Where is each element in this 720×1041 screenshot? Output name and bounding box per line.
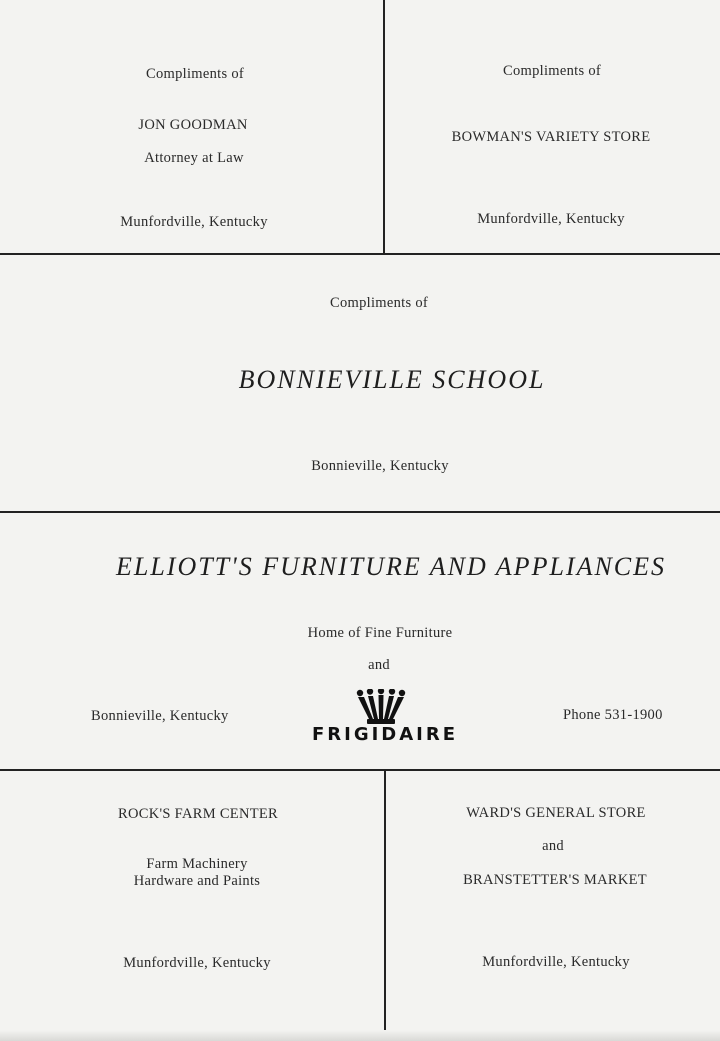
bowman-compliments: Compliments of — [502, 63, 602, 79]
school-location: Bonnieville, Kentucky — [311, 458, 449, 474]
wards-location: Munfordville, Kentucky — [482, 954, 630, 970]
goodman-name: JON GOODMAN — [138, 117, 248, 133]
rocks-name: ROCK'S FARM CENTER — [117, 806, 279, 822]
goodman-location: Munfordville, Kentucky — [120, 214, 268, 230]
page-bottom-edge — [0, 1030, 720, 1041]
rocks-location: Munfordville, Kentucky — [123, 955, 271, 971]
goodman-title: Attorney at Law — [144, 150, 244, 166]
goodman-compliments: Compliments of — [145, 66, 245, 82]
elliotts-location: Bonnieville, Kentucky — [91, 708, 229, 724]
wards-and: and — [542, 838, 564, 854]
elliotts-phone: Phone 531-1900 — [563, 707, 663, 723]
divider-top-vertical — [383, 0, 385, 254]
divider-1 — [0, 253, 720, 255]
school-compliments: Compliments of — [329, 295, 429, 311]
frigidaire-logo: FRIGIDAIRE — [311, 724, 459, 745]
divider-bottom-vertical — [384, 770, 386, 1041]
rocks-line1: Farm Machinery — [146, 856, 248, 872]
bowman-location: Munfordville, Kentucky — [477, 211, 625, 227]
frigidaire-crown-icon — [355, 689, 407, 727]
divider-3 — [0, 769, 720, 771]
elliotts-name: ELLIOTT'S FURNITURE AND APPLIANCES — [115, 552, 667, 581]
wards-name: WARD'S GENERAL STORE — [466, 805, 646, 821]
elliotts-tagline: Home of Fine Furniture — [307, 625, 453, 641]
divider-2 — [0, 511, 720, 513]
elliotts-and: and — [368, 657, 390, 673]
bowman-name: BOWMAN'S VARIETY STORE — [451, 129, 651, 145]
branstetters-name: BRANSTETTER'S MARKET — [463, 872, 647, 888]
rocks-line2: Hardware and Paints — [133, 873, 261, 889]
school-name: BONNIEVILLE SCHOOL — [238, 365, 546, 394]
